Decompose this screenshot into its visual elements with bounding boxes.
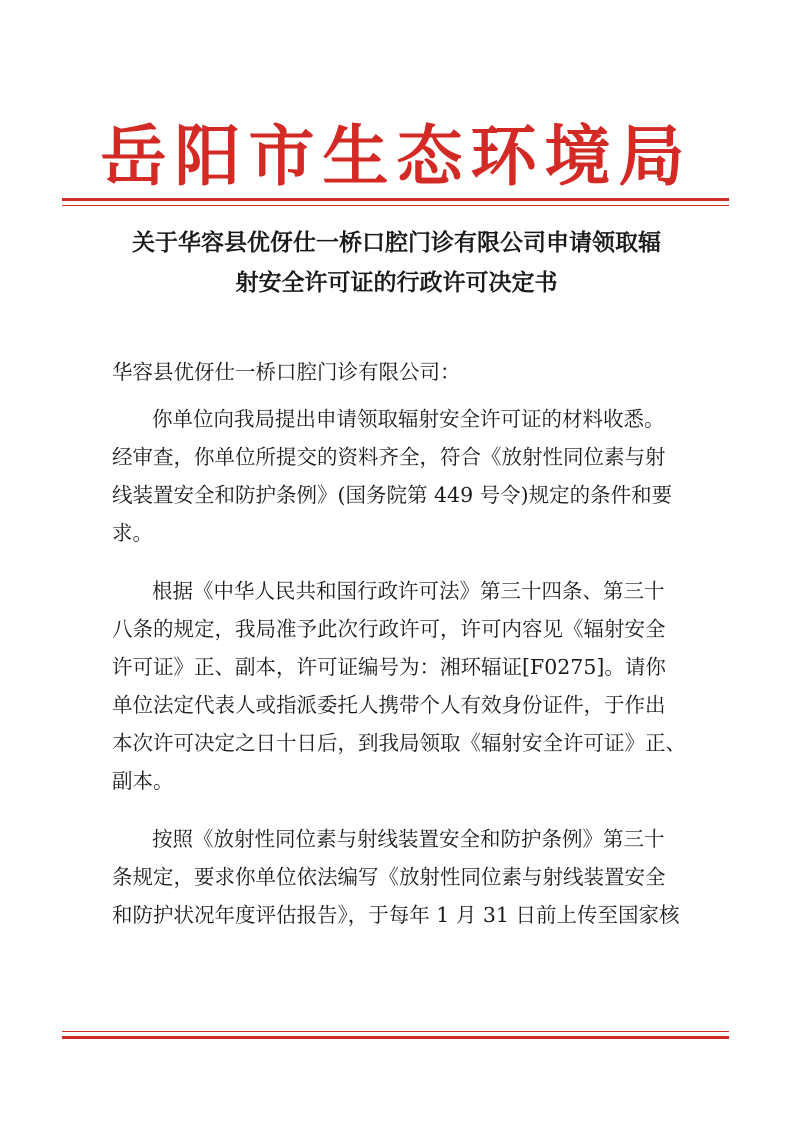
paragraph-line: 根据《中华人民共和国行政许可法》第三十四条、第三十 — [152, 579, 665, 603]
paragraph-line: 条规定，要求你单位依法编写《放射性同位素与射线装置安全 — [112, 865, 666, 889]
paragraph-line: 经审查，你单位所提交的资料齐全，符合《放射性同位素与射 — [112, 445, 666, 469]
paragraph — [112, 820, 687, 934]
paragraph-line: 副本。 — [112, 769, 174, 793]
footer-rule-thick — [62, 1036, 729, 1039]
footer-rule-thin — [62, 1031, 729, 1032]
paragraph-line: 许可证》正、副本，许可证编号为：湘环辐证[F0275]。请你 — [112, 655, 666, 679]
document-body — [112, 352, 687, 934]
paragraph-line: 和防护状况年度评估报告》，于每年 1 月 31 日前上传至国家核 — [112, 903, 680, 927]
paragraph — [112, 400, 687, 552]
document-title — [90, 223, 703, 303]
paragraph-line: 线装置安全和防护条例》(国务院第 449 号令)规定的条件和要 — [112, 483, 673, 507]
salutation: 华容县优伢仕一桥口腔门诊有限公司： — [112, 360, 461, 384]
paragraph-line: 按照《放射性同位素与射线装置安全和防护条例》第三十 — [152, 827, 665, 851]
paragraph — [112, 572, 687, 800]
letterhead-rule-thin — [62, 205, 729, 206]
paragraph-line: 求。 — [112, 521, 153, 545]
title-line: 关于华容县优伢仕一桥口腔门诊有限公司申请领取辐 — [132, 230, 661, 256]
letterhead-org-name: 岳阳市生态环境局 — [100, 117, 693, 195]
title-line: 射安全许可证的行政许可决定书 — [235, 270, 558, 296]
letterhead-rule-thick — [62, 198, 729, 201]
paragraph-line: 你单位向我局提出申请领取辐射安全许可证的材料收悉。 — [152, 407, 665, 431]
paragraph-line: 单位法定代表人或指派委托人携带个人有效身份证件，于作出 — [112, 693, 666, 717]
paragraph-line: 本次许可决定之日十日后，到我局领取《辐射安全许可证》正、 — [112, 731, 686, 755]
paragraph-line: 八条的规定，我局准予此次行政许可，许可内容见《辐射安全 — [112, 617, 666, 641]
